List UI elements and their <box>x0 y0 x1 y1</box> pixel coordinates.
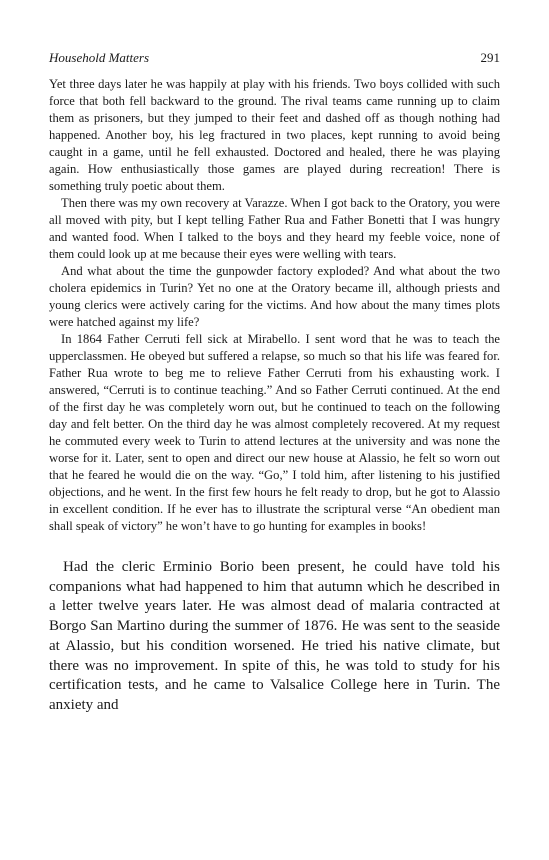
page-number: 291 <box>480 50 500 65</box>
book-page <box>49 50 500 716</box>
quote-paragraph-3: And what about the time the gunpowder factory exploded? And what about the two cholera epidemics in Turin? Yet no one at the Oratory became ill, although priests and young clerics were actively caring for the victims. And how about the many times plots were hatched against my life? <box>49 264 500 329</box>
narrative-passage <box>49 558 500 716</box>
quote-paragraph-1: Yet three days later he was happily at play with his friends. Two boys collided with such force that both fell backward to the ground. The rival teams came running up to claim them as prisoners, but they jumped to their feet and dashed off as though nothing had happened. Another boy, his leg fractured in two places, kept running to avoid being caught in a game, until he fell exhausted. Doctored and healed, there he was playing again. How enthusiastically those games are played during recreation! There is something truly poetic about them. <box>49 77 500 193</box>
quote-paragraph-2: Then there was my own recovery at Varazze. When I got back to the Oratory, you were all moved with pity, but I kept telling Father Rua and Father Bonetti that I was hungry and wanted food. When I talked to the boys and they heard my feeble voice, none of them could look up at me because their eyes were welling with tears. <box>49 196 500 261</box>
running-header <box>49 50 500 66</box>
narrative-paragraph: Had the cleric Erminio Borio been present, he could have told his companions what had happened to him that autumn which he described in a letter twelve years later. He was almost dead of malaria contracted at Borgo San Martino during the summer of 1876. He was sent to the seaside at Alassio, but his condition worsened. He tried his native climate, but there was no improvement. In spite of this, he was told to study for his certification tests, and he came to Valsalice College here in Turin. The anxiety and <box>49 559 500 713</box>
quote-paragraph-4: In 1864 Father Cerruti fell sick at Mirabello. I sent word that he was to teach the upperclassmen. He obeyed but suffered a relapse, so much so that his life was feared for. Father Rua wrote to beg me to relieve Father Cerruti from his exhausting work. I answered, “Cerruti is to continue teaching.” And so Father Cerruti continued. At the end of the first day he was completely worn out, but he continued to teach on the following day and felt better. On the third day he was almost completely recovered. At my request he commuted every week to Turin to attend lectures at the university and was none the worse for it. Later, sent to open and direct our new house at Alassio, he felt so worn out that he feared he would die on the way. “Go,” I told him, after listening to his justified objections, and he went. In the first few hours he felt ready to drop, but he got to Alassio in excellent condition. If he ever has to illustrate the scriptural verse “An obedient man shall speak of victory” he won’t have to go hunting for examples in books! <box>49 332 500 533</box>
quoted-passage <box>49 76 500 535</box>
running-title: Household Matters <box>49 50 150 65</box>
